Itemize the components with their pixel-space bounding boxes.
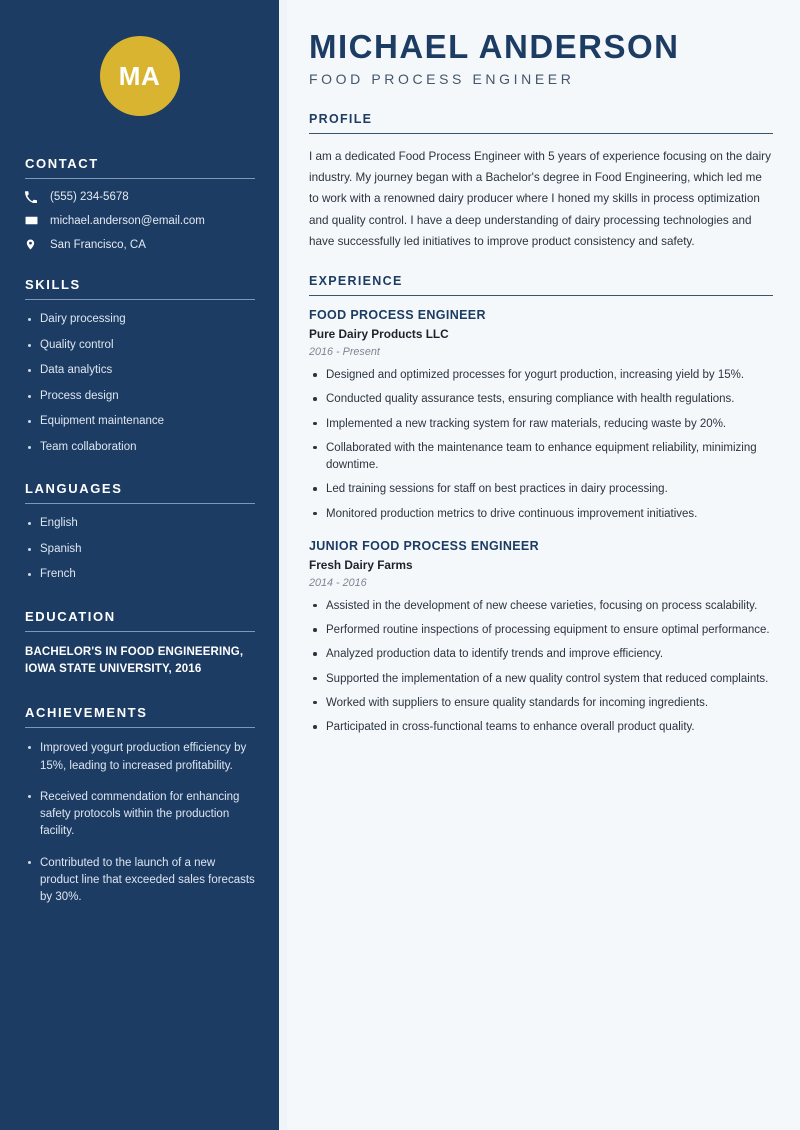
experience-company: Pure Dairy Products LLC <box>309 327 449 342</box>
sidebar-section-achievements <box>25 705 255 906</box>
experience-entry <box>309 308 773 523</box>
experience-company: Fresh Dairy Farms <box>309 557 413 572</box>
map-pin-icon <box>25 238 42 251</box>
education-degree <box>25 644 255 680</box>
experience-heading: EXPERIENCE <box>309 274 403 289</box>
sidebar <box>0 0 279 1130</box>
contact-divider <box>25 178 255 179</box>
list-item: Team collaboration <box>25 440 255 456</box>
main-section-profile <box>309 112 773 252</box>
languages-divider <box>25 503 255 504</box>
list-item: Participated in cross-functional teams to enhance overall product quality. <box>309 719 773 736</box>
job-subtitle: FOOD PROCESS ENGINEER <box>309 70 575 87</box>
experience-job-title: JUNIOR FOOD PROCESS ENGINEER <box>309 538 539 553</box>
sidebar-section-skills <box>25 277 255 455</box>
avatar: MA <box>100 36 180 116</box>
list-item: English <box>25 516 255 532</box>
list-item: Improved yogurt production efficiency by 15%, leading to increased profitability. <box>25 740 255 775</box>
list-item: Assisted in the development of new cheese varieties, focusing on process scalability. <box>309 598 773 615</box>
contact-item-phone[interactable] <box>25 191 255 203</box>
experience-entry <box>309 539 773 737</box>
sidebar-section-education <box>25 609 255 680</box>
list-item: Received commendation for enhancing safety protocols within the production facility. <box>25 789 255 841</box>
list-item: Designed and optimized processes for yogurt production, increasing yield by 15%. <box>309 367 773 384</box>
list-item: Supported the implementation of a new quality control system that reduced complaints. <box>309 671 773 688</box>
list-item: Conducted quality assurance tests, ensuring compliance with health regulations. <box>309 391 773 408</box>
skills-heading: SKILLS <box>25 277 81 292</box>
sidebar-section-contact <box>25 156 255 251</box>
contact-email-value: michael.anderson@email.com <box>50 214 205 227</box>
contact-item-location[interactable] <box>25 238 255 251</box>
education-degree-line-2: IOWA STATE UNIVERSITY, 2016 <box>25 663 202 676</box>
languages-list <box>25 516 255 583</box>
experience-divider <box>309 295 773 296</box>
list-item: Worked with suppliers to ensure quality standards for incoming ingredients. <box>309 695 773 712</box>
experience-job-title: FOOD PROCESS ENGINEER <box>309 308 486 323</box>
list-item: Analyzed production data to identify trends and improve efficiency. <box>309 646 773 663</box>
column-divider-strip <box>279 0 287 1130</box>
education-divider <box>25 631 255 632</box>
page-title: MICHAEL ANDERSON <box>309 28 680 65</box>
list-item: Collaborated with the maintenance team to enhance equipment reliability, minimizing downtime. <box>309 440 773 475</box>
list-item: Performed routine inspections of processing equipment to ensure optimal performance. <box>309 622 773 639</box>
contact-location-value: San Francisco, CA <box>50 238 146 251</box>
profile-text: I am a dedicated Food Process Engineer with 5 years of experience focusing on the dairy industry. My journey began with a Bachelor's degree in Food Engineering, which led me to work with a renowned dairy producer where I honed my skills in process optimization and quality control. I have a deep understanding of dairy processing technologies and have successfully led initiatives to improve product consistency and safety. <box>309 149 771 248</box>
experience-dates: 2016 - Present <box>309 346 380 359</box>
list-item: Spanish <box>25 542 255 558</box>
achievements-heading: ACHIEVEMENTS <box>25 705 148 721</box>
contact-heading: CONTACT <box>25 156 99 171</box>
list-item: Process design <box>25 389 255 405</box>
achievements-divider <box>25 727 255 728</box>
list-item: Equipment maintenance <box>25 414 255 430</box>
list-item: Contributed to the launch of a new product line that exceeded sales forecasts by 30%. <box>25 855 255 907</box>
skills-divider <box>25 299 255 300</box>
envelope-icon <box>25 214 42 227</box>
list-item: Led training sessions for staff on best practices in dairy processing. <box>309 481 773 498</box>
profile-divider <box>309 133 773 134</box>
contact-phone-value: (555) 234-5678 <box>50 191 129 203</box>
education-degree-line-1: BACHELOR'S IN FOOD ENGINEERING, <box>25 645 244 658</box>
experience-dates: 2014 - 2016 <box>309 576 367 589</box>
main-section-experience <box>309 274 773 736</box>
achievements-list <box>25 740 255 906</box>
list-item: Monitored production metrics to drive continuous improvement initiatives. <box>309 506 773 523</box>
education-heading: EDUCATION <box>25 608 116 624</box>
list-item: Data analytics <box>25 363 255 379</box>
skills-list <box>25 312 255 455</box>
contact-item-email[interactable] <box>25 214 255 227</box>
list-item: Dairy processing <box>25 312 255 328</box>
list-item: Quality control <box>25 338 255 354</box>
experience-bullets <box>309 367 773 523</box>
sidebar-section-languages <box>25 481 255 583</box>
profile-heading: PROFILE <box>309 111 373 126</box>
list-item: French <box>25 567 255 583</box>
avatar-container <box>0 0 279 156</box>
list-item: Implemented a new tracking system for raw materials, reducing waste by 20%. <box>309 416 773 433</box>
main-content <box>287 0 800 1130</box>
phone-icon <box>25 191 42 203</box>
experience-bullets <box>309 598 773 737</box>
languages-heading: LANGUAGES <box>25 481 123 497</box>
